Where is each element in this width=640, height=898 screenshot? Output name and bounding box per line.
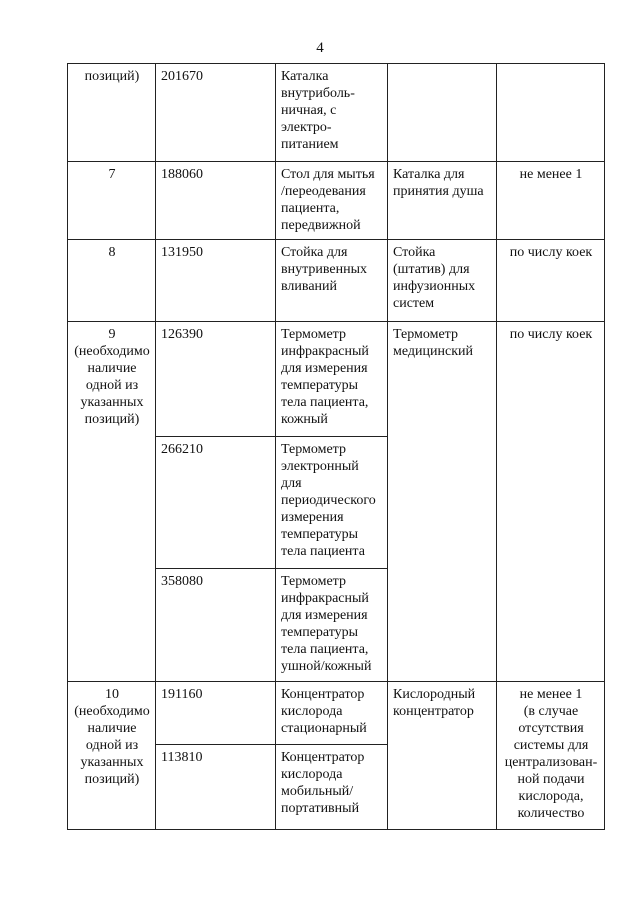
equipment-name-cell: Термометр электронный для периодического измерения температуры тела пациента <box>276 437 388 569</box>
position-number-cell: 7 <box>68 162 156 240</box>
table-row <box>68 322 605 437</box>
quantity-cell: по числу коек <box>497 240 605 322</box>
equipment-name-cell: Каталка внутриболь- ничная, с электро- питанием <box>276 64 388 162</box>
code-cell: 188060 <box>156 162 276 240</box>
page-number: 4 <box>316 40 324 56</box>
quantity-cell: не менее 1 <box>497 162 605 240</box>
equipment-table <box>67 63 605 830</box>
position-number-cell: 8 <box>68 240 156 322</box>
equipment-name-cell: Концентратор кислорода мобильный/ портативный <box>276 745 388 830</box>
position-number-cell: позиций) <box>68 64 156 162</box>
position-number-cell: 10 (необходимо наличие одной из указанных позиций) <box>68 682 156 830</box>
equipment-type-cell: Термометр медицинский <box>388 322 497 682</box>
table-row <box>68 64 605 162</box>
equipment-name-cell: Стол для мытья /переодевания пациента, передвижной <box>276 162 388 240</box>
quantity-cell: не менее 1 (в случае отсутствия системы для централизован- ной подачи кислорода, количество <box>497 682 605 830</box>
equipment-name-cell: Концентратор кислорода стационарный <box>276 682 388 745</box>
code-cell: 201670 <box>156 64 276 162</box>
quantity-cell <box>497 64 605 162</box>
code-cell: 131950 <box>156 240 276 322</box>
code-cell: 358080 <box>156 569 276 682</box>
table-row <box>68 240 605 322</box>
equipment-name-cell: Стойка для внутривенных вливаний <box>276 240 388 322</box>
equipment-type-cell: Кислородный концентратор <box>388 682 497 830</box>
code-cell: 266210 <box>156 437 276 569</box>
equipment-type-cell <box>388 64 497 162</box>
code-cell: 191160 <box>156 682 276 745</box>
equipment-type-cell: Каталка для принятия душа <box>388 162 497 240</box>
equipment-name-cell: Термометр инфракрасный для измерения температуры тела пациента, ушной/кожный <box>276 569 388 682</box>
position-number-cell: 9 (необходимо наличие одной из указанных позиций) <box>68 322 156 682</box>
equipment-type-cell: Стойка (штатив) для инфузионных систем <box>388 240 497 322</box>
code-cell: 126390 <box>156 322 276 437</box>
table-row <box>68 162 605 240</box>
quantity-cell: по числу коек <box>497 322 605 682</box>
equipment-name-cell: Термометр инфракрасный для измерения температуры тела пациента, кожный <box>276 322 388 437</box>
table-row <box>68 682 605 745</box>
code-cell: 113810 <box>156 745 276 830</box>
